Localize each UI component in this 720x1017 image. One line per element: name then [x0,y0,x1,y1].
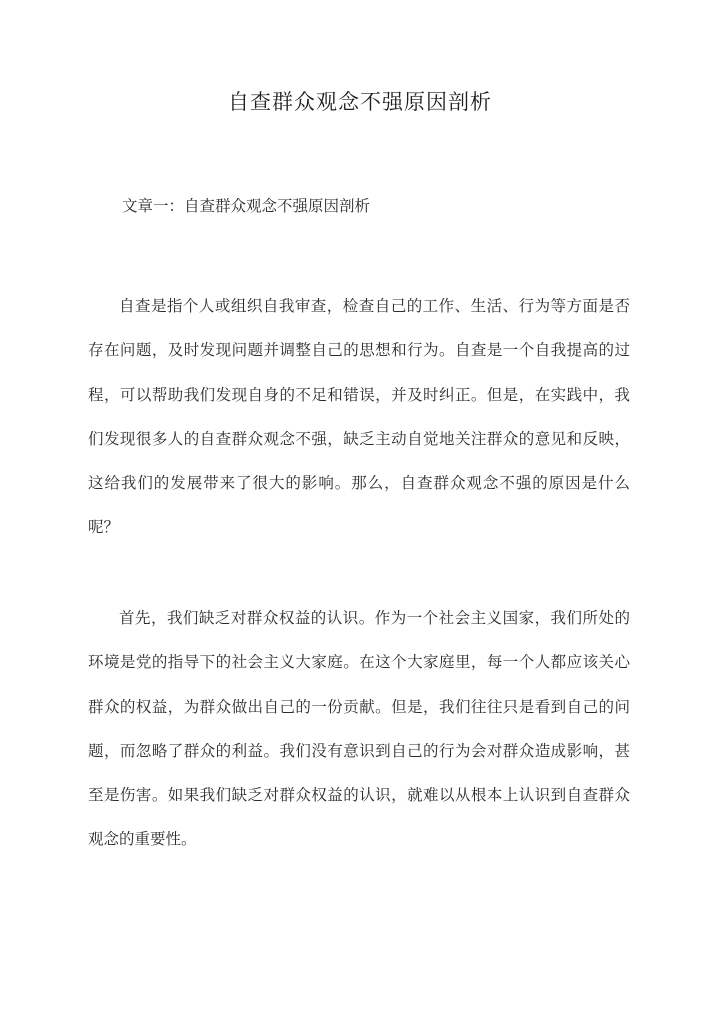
article-subtitle: 文章一：自查群众观念不强原因剖析 [122,197,371,215]
paragraph-2: 首先，我们缺乏对群众权益的认识。作为一个社会主义国家，我们所处的环境是党的指导下的社会主义大家庭。在这个大家庭里，每一个人都应该关心群众的权益，为群众做出自己的一份贡献。但是，我们往往只是看到自己的问题，而忽略了群众的利益。我们没有意识到自己的行为会对群众造成影响，甚至是伤害。如果我们缺乏对群众权益的认识，就难以从根本上认识到自查群众观念的重要性。 [88,609,630,849]
document-title: 自查群众观念不强原因剖析 [228,90,492,114]
paragraph-1: 自查是指个人或组织自我审查，检查自己的工作、生活、行为等方面是否存在问题，及时发现问题并调整自己的思想和行为。自查是一个自我提高的过程，可以帮助我们发现自身的不足和错误，并及时纠正。但是，在实践中，我们发现很多人的自查群众观念不强，缺乏主动自觉地关注群众的意见和反映，这给我们的发展带来了很大的影响。那么，自查群众观念不强的原因是什么呢？ [88,297,630,537]
